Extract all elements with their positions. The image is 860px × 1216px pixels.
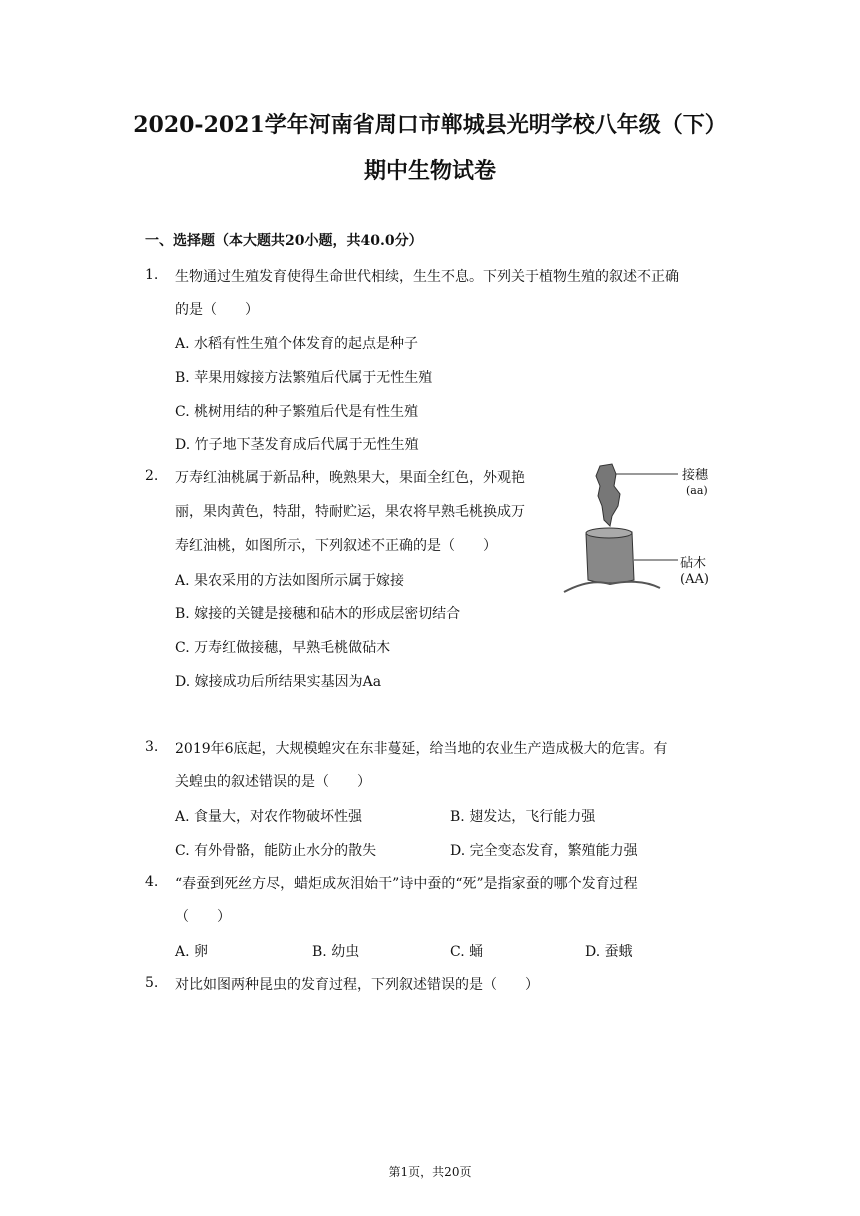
grafting-figure [560,460,710,600]
option: D. 完全变态发育，繁殖能力强 [450,843,638,859]
stock-label: 砧木 [680,556,707,571]
option: A. 水稻有性生殖个体发育的起点是种子 [175,336,419,352]
option: B. 嫁接的关键是接穗和砧木的形成层密切结合 [175,606,461,622]
question-number: 3. [145,739,159,755]
option: D. 嫁接成功后所结果实基因为Aa [175,674,382,690]
option: B. 幼虫 [312,944,360,960]
exam-title-line1: 2020-2021学年河南省周口市郸城县光明学校八年级（下） [133,112,727,138]
question-text: 关蝗虫的叙述错误的是（ ） [175,774,371,790]
option: B. 苹果用嫁接方法繁殖后代属于无性生殖 [175,370,433,386]
question-number: 5. [145,975,159,991]
option: D. 竹子地下茎发育成后代属于无性生殖 [175,437,419,453]
question-text: 万寿红油桃属于新品种，晚熟果大，果面全红色，外观艳 [175,470,525,486]
option: A. 卵 [175,944,209,960]
option: A. 食量大，对农作物破坏性强 [175,809,363,825]
question-number: 4. [145,874,159,890]
question-text: 寿红油桃，如图所示，下列叙述不正确的是（ ） [175,538,497,554]
option: C. 桃树用结的种子繁殖后代是有性生殖 [175,404,419,420]
option: A. 果农采用的方法如图所示属于嫁接 [175,573,405,589]
question-text: 生物通过生殖发育使得生命世代相续，生生不息。下列关于植物生殖的叙述不正确 [175,269,679,285]
option: C. 蛹 [450,944,484,960]
scion-label: 接穗 [682,468,709,483]
option: B. 翅发达，飞行能力强 [450,809,596,825]
exam-title-line2: 期中生物试卷 [363,158,496,184]
option: C. 万寿红做接穗，早熟毛桃做砧木 [175,640,391,656]
page-footer: 第1页，共20页 [388,1165,472,1179]
question-text: （ ） [175,909,231,925]
question-text: 2019年6底起，大规模蝗灾在东非蔓延，给当地的农业生产造成极大的危害。有 [175,741,668,757]
section-heading: 一、选择题（本大题共20小题，共40.0分） [145,233,423,249]
option: C. 有外骨骼，能防止水分的散失 [175,843,377,859]
stock-genotype: (AA) [680,572,709,587]
scion-genotype: (aa) [686,484,708,497]
option: D. 蚕蛾 [585,944,633,960]
question-number: 2. [145,468,159,484]
question-number: 1. [145,267,159,283]
question-text: “春蚕到死丝方尽，蜡炬成灰泪始干”诗中蚕的“死”是指家蚕的哪个发育过程 [175,876,638,892]
question-text: 对比如图两种昆虫的发育过程，下列叙述错误的是（ ） [175,977,539,993]
question-text: 丽，果肉黄色，特甜，特耐贮运，果农将早熟毛桃换成万 [175,504,525,520]
question-text: 的是（ ） [175,302,259,318]
